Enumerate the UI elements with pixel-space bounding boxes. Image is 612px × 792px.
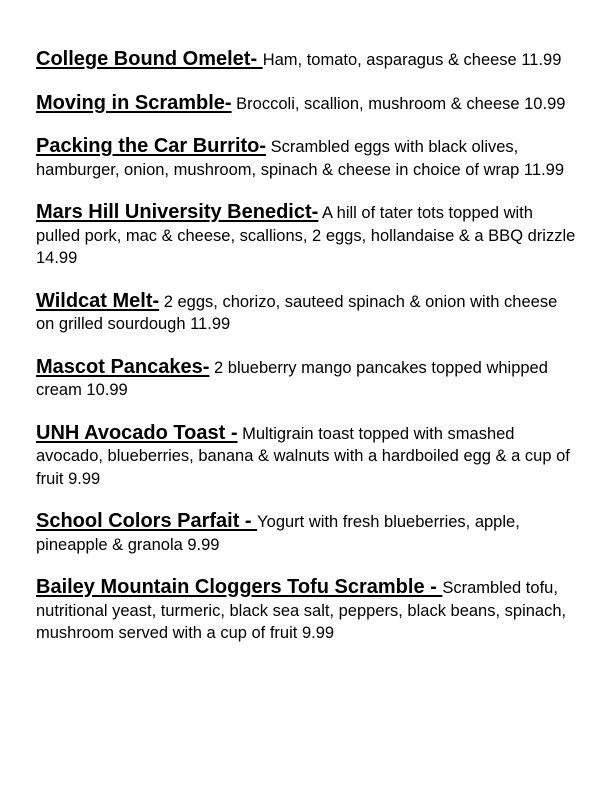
menu-item-title: Wildcat Melt- — [36, 289, 160, 312]
menu-item-description: Scrambled eggs with black olives, hamburger, onion, mushroom, spinach & cheese in choice of wrap 11.99 — [36, 138, 564, 179]
menu-item-description: Multigrain toast topped with smashed avocado, blueberries, banana & walnuts with a hardboiled egg & a cup of fruit 9.99 — [36, 424, 570, 488]
menu-item-description: 2 blueberry mango pancakes topped whipped cream 10.99 — [36, 358, 548, 399]
menu-item-description: Ham, tomato, asparagus & cheese 11.99 — [262, 51, 562, 69]
menu-item-title: Moving in Scramble- — [36, 91, 232, 114]
menu-item-packing-the-car-burrito — [36, 135, 576, 181]
menu-item-title: Mascot Pancakes- — [36, 355, 210, 378]
menu-item-description: Yogurt with fresh blueberries, apple, pineapple & granola 9.99 — [36, 513, 520, 554]
menu-item-title: Mars Hill University Benedict- — [36, 201, 319, 223]
menu-item-title: Packing the Car Burrito- — [36, 135, 267, 157]
menu-item-mascot-pancakes — [36, 356, 576, 402]
menu-item-description: 2 eggs, chorizo, sauteed spinach & onion with cheese on grilled sourdough 11.99 — [36, 292, 558, 333]
menu-item-title: UNH Avocado Toast - — [36, 421, 238, 444]
menu-item-description: A hill of tater tots topped with pulled pork, mac & cheese, scallions, 2 eggs, hollandaise & a BBQ drizzle 14.99 — [36, 204, 576, 267]
menu-item-mars-hill-university-benedict — [36, 201, 576, 270]
menu-item-unh-avocado-toast — [36, 422, 576, 491]
menu-item-title: School Colors Parfait - — [36, 510, 258, 532]
breakfast-menu-list — [36, 48, 576, 665]
menu-item-college-bound-omelet — [36, 48, 576, 72]
menu-item-description: Scrambled tofu, nutritional yeast, turmeric, black sea salt, peppers, black beans, spinach, mushroom served with a cup of fruit 9.99 — [36, 579, 567, 642]
menu-item-description: Broccoli, scallion, mushroom & cheese 10.99 — [231, 94, 566, 113]
menu-item-school-colors-parfait — [36, 510, 576, 556]
menu-item-wildcat-melt — [36, 290, 576, 336]
menu-item-title: Bailey Mountain Cloggers Tofu Scramble - — [36, 576, 443, 598]
menu-item-title: College Bound Omelet- — [36, 48, 263, 70]
menu-item-bailey-mountain-cloggers-tofu-scramble — [36, 576, 576, 645]
menu-item-moving-in-scramble — [36, 92, 576, 116]
